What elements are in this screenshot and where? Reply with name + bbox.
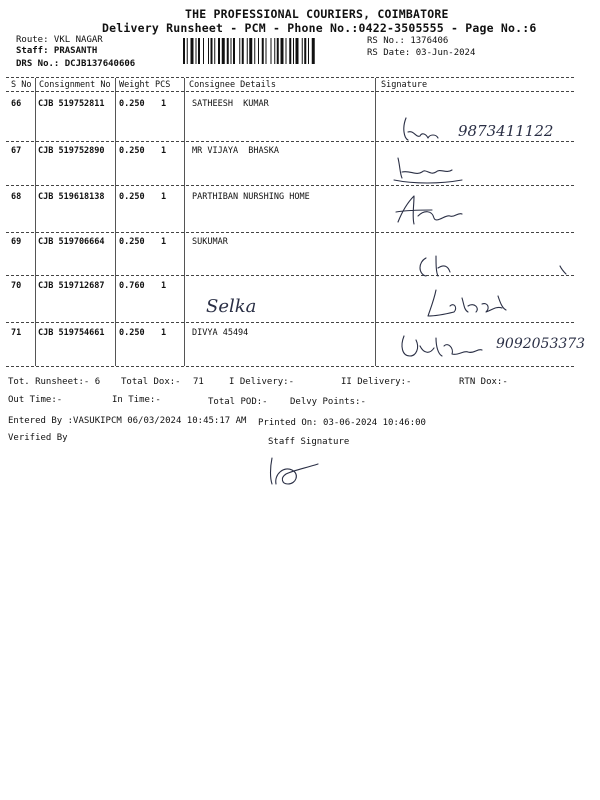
col-header-consignee: Consignee Details <box>189 80 276 90</box>
staff-label: Staff: PRASANTH <box>16 46 98 56</box>
barcode-bar <box>281 38 284 64</box>
row-pcs: 1 <box>161 192 167 202</box>
barcode-bar <box>308 38 309 64</box>
signature-row-66 <box>392 110 572 146</box>
barcode-bar <box>254 38 255 64</box>
row-rule <box>6 185 574 186</box>
row-sno: 68 <box>11 192 22 202</box>
row-consignee: DIVYA 45494 <box>192 328 249 338</box>
barcode-bar <box>258 38 259 64</box>
signature-row-67 <box>390 150 480 186</box>
row-consignment: CJB 519752811 <box>38 99 105 109</box>
route-label: Route: VKL NAGAR <box>16 35 103 45</box>
barcode-bar <box>271 38 272 64</box>
col-header-signature: Signature <box>381 80 428 90</box>
barcode-bar <box>191 38 194 64</box>
barcode-bar <box>296 38 299 64</box>
col-header-weight: Weight <box>119 80 150 90</box>
row-consignment: CJB 519706664 <box>38 237 105 247</box>
rs-date: RS Date: 03-Jun-2024 <box>367 48 476 58</box>
row-weight: 0.250 <box>119 99 145 109</box>
signature-row-69 <box>410 252 570 280</box>
row-consignment: CJB 519712687 <box>38 281 105 291</box>
signature-row-68 <box>388 192 488 228</box>
barcode-bar <box>222 38 225 64</box>
barcode-bar <box>233 38 235 64</box>
handwritten-name: Selka <box>206 296 257 317</box>
row-consignment: CJB 519754661 <box>38 328 105 338</box>
table-bottom-rule <box>6 366 574 367</box>
total-pod-label: Total POD:- <box>208 397 268 407</box>
row-sno: 70 <box>11 281 22 291</box>
barcode-bar <box>211 38 213 64</box>
barcode-bar <box>302 38 303 64</box>
barcode-bar <box>198 38 200 64</box>
row-consignee: SUKUMAR <box>192 237 228 247</box>
row-sno: 67 <box>11 146 22 156</box>
row-consignee: SATHEESH KUMAR <box>192 99 269 109</box>
total-dox-value: 71 <box>193 377 204 387</box>
rtn-dox-label: RTN Dox:- <box>459 377 508 387</box>
barcode-bar <box>227 38 229 64</box>
row-pcs: 1 <box>161 328 167 338</box>
row-weight: 0.250 <box>119 328 145 338</box>
barcode-bar <box>218 38 220 64</box>
col-header-sno: S No <box>11 80 32 90</box>
barcode-bar <box>293 38 294 64</box>
out-time-label: Out Time:- <box>8 395 63 405</box>
barcode-bar <box>239 38 240 64</box>
row-weight: 0.760 <box>119 281 145 291</box>
table-header-rule <box>6 91 574 92</box>
handwritten-phone: 9873411122 <box>458 122 554 140</box>
barcode-bar <box>187 38 188 64</box>
total-runsheet: Tot. Runsheet:- 6 <box>8 377 101 387</box>
row-weight: 0.250 <box>119 192 145 202</box>
verified-by-label: Verified By <box>8 433 68 443</box>
col-header-consignment: Consignment No <box>39 80 111 90</box>
row-consignment: CJB 519752890 <box>38 146 105 156</box>
staff-signature <box>262 450 332 490</box>
row-pcs: 1 <box>161 99 167 109</box>
barcode-bar <box>286 38 287 64</box>
barcode-bar <box>196 38 197 64</box>
consignee-handwriting-row-70 <box>198 288 288 320</box>
row-consignment: CJB 519618138 <box>38 192 105 202</box>
drs-number: DRS No.: DCJB137640606 <box>16 59 136 69</box>
row-consignee: MR VIJAYA BHASKA <box>192 146 279 156</box>
barcode-bar <box>266 38 267 64</box>
in-time-label: In Time:- <box>112 395 161 405</box>
i-delivery-label: I Delivery:- <box>229 377 295 387</box>
row-pcs: 1 <box>161 146 167 156</box>
row-weight: 0.250 <box>119 146 145 156</box>
row-consignee: PARTHIBAN NURSHING HOME <box>192 192 310 202</box>
printed-on: Printed On: 03-06-2024 10:46:00 <box>258 418 426 428</box>
barcode-bar <box>289 38 291 64</box>
barcode-bar <box>274 38 275 64</box>
barcode-bar <box>247 38 248 64</box>
table-top-rule <box>6 77 574 78</box>
barcode-bar <box>231 38 232 64</box>
col-header-pcs: PCS <box>155 80 171 90</box>
barcode-bar <box>208 38 209 64</box>
row-sno: 71 <box>11 328 22 338</box>
row-rule <box>6 322 574 323</box>
barcode-bar <box>249 38 252 64</box>
barcode-bar <box>242 38 244 64</box>
company-title: THE PROFESSIONAL COURIERS, COIMBATORE <box>185 7 449 21</box>
barcode-bar <box>262 38 264 64</box>
row-sno: 69 <box>11 237 22 247</box>
handwritten-phone: 9092053373 <box>496 336 586 352</box>
delvy-points-label: Delvy Points:- <box>290 397 366 407</box>
signature-row-70 <box>424 286 534 322</box>
total-dox-label: Total Dox:- <box>121 377 181 387</box>
row-weight: 0.250 <box>119 237 145 247</box>
row-sno: 66 <box>11 99 22 109</box>
rs-number: RS No.: 1376406 <box>367 36 449 46</box>
barcode-bar <box>312 38 315 64</box>
staff-signature-label: Staff Signature <box>268 437 350 447</box>
entered-by: Entered By :VASUKIPCM 06/03/2024 10:45:17 AM <box>8 416 247 426</box>
barcode-bar <box>277 38 279 64</box>
barcode <box>183 38 361 64</box>
barcode-bar <box>304 38 306 64</box>
ii-delivery-label: II Delivery:- <box>341 377 412 387</box>
runsheet-subtitle: Delivery Runsheet - PCM - Phone No.:0422-3505555 - Page No.:6 <box>102 21 537 35</box>
row-rule <box>6 232 574 233</box>
row-pcs: 1 <box>161 281 167 291</box>
row-pcs: 1 <box>161 237 167 247</box>
signature-row-71 <box>394 326 594 364</box>
barcode-bar <box>183 38 185 64</box>
barcode-bar <box>203 38 204 64</box>
barcode-bar <box>214 38 215 64</box>
